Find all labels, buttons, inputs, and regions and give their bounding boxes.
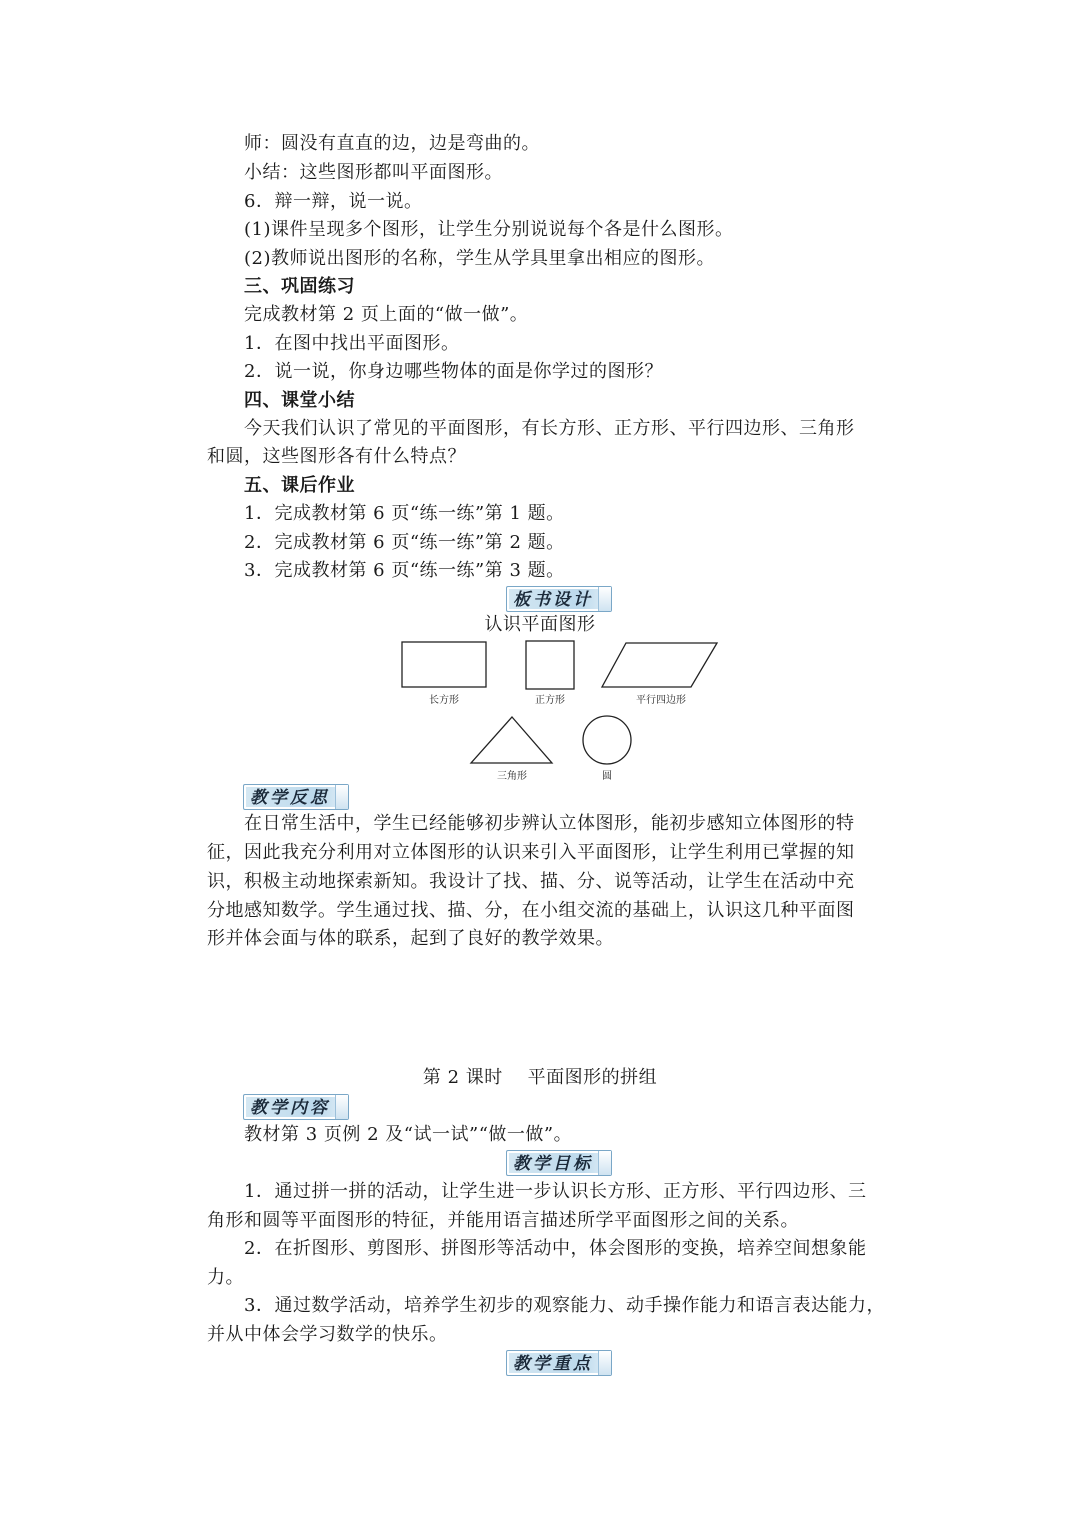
text-line: 教材第 3 页例 2 及“试一试”“做一做”。 (244, 1124, 573, 1145)
banner-cap (335, 1095, 348, 1119)
text-line: 1．通过拼一拼的活动，让学生进一步认识长方形、正方形、平行四边形、三 (244, 1181, 867, 1202)
banner-cap (598, 587, 611, 611)
text-line: 小结：这些图形都叫平面图形。 (244, 162, 503, 183)
square-shape (526, 641, 574, 689)
triangle-label: 三角形 (497, 771, 527, 782)
text-line: 在日常生活中，学生已经能够初步辨认立体图形，能初步感知立体图形的特 (244, 813, 855, 834)
parallelogram-shape (602, 643, 717, 687)
text-line: 分地感知数学。学生通过找、描、分，在小组交流的基础上，认识这几种平面图 (207, 900, 855, 921)
triangle-shape (471, 717, 552, 763)
text-line: (1)课件呈现多个图形，让学生分别说说每个各是什么图形。 (244, 219, 734, 240)
rectangle-shape (402, 642, 486, 687)
text-line: 和圆，这些图形各有什么特点？ (207, 446, 466, 467)
text-line: 角形和圆等平面图形的特征，并能用语言描述所学平面图形之间的关系。 (207, 1210, 799, 1231)
text-line: 征，因此我充分利用对立体图形的认识来引入平面图形，让学生利用已掌握的知 (207, 842, 855, 863)
key-points-banner (506, 1350, 612, 1376)
text-line: 6．辩一辩，说一说。 (244, 191, 423, 212)
text-line: 师：圆没有直直的边，边是弯曲的。 (244, 133, 540, 154)
text-line: 并从中体会学习数学的快乐。 (207, 1324, 448, 1345)
text-line: 2．说一说，你身边哪些物体的面是你学过的图形？ (244, 361, 663, 382)
board-design-banner (506, 586, 612, 612)
banner-label: 教学重点 (513, 1354, 593, 1374)
square-label: 正方形 (535, 695, 565, 706)
circle-label: 圆 (602, 771, 612, 782)
rectangle-label: 长方形 (429, 695, 459, 706)
parallelogram-label: 平行四边形 (636, 695, 686, 706)
text-line: 1．在图中找出平面图形。 (244, 333, 460, 354)
text-line: 3．通过数学活动，培养学生初步的观察能力、动手操作能力和语言表达能力， (244, 1295, 885, 1316)
banner-cap (335, 785, 348, 809)
text-line: 形并体会面与体的联系，起到了良好的教学效果。 (207, 928, 614, 949)
banner-label: 教学内容 (250, 1098, 330, 1118)
shapes-figure (380, 636, 740, 786)
text-line: 识，积极主动地探索新知。我设计了找、描、分、说等活动，让学生在活动中充 (207, 871, 855, 892)
section-heading: 三、巩固练习 (244, 276, 355, 297)
text-line: 2．在折图形、剪图形、拼图形等活动中，体会图形的变换，培养空间想象能 (244, 1238, 867, 1259)
board-title: 认识平面图形 (484, 614, 596, 635)
section-heading: 四、课堂小结 (244, 390, 355, 411)
text-line: 力。 (207, 1267, 244, 1288)
section-heading: 五、课后作业 (244, 475, 355, 496)
text-line: 3．完成教材第 6 页“练一练”第 3 题。 (244, 560, 565, 581)
text-line: 1．完成教材第 6 页“练一练”第 1 题。 (244, 503, 565, 524)
text-line: 完成教材第 2 页上面的“做一做”。 (244, 304, 529, 325)
banner-cap (598, 1151, 611, 1175)
text-line: 今天我们认识了常见的平面图形，有长方形、正方形、平行四边形、三角形 (244, 418, 855, 439)
content-banner (243, 1094, 349, 1120)
banner-label: 教学反思 (250, 788, 330, 808)
goals-banner (506, 1150, 612, 1176)
text-line: 2．完成教材第 6 页“练一练”第 2 题。 (244, 532, 565, 553)
banner-label: 教学目标 (513, 1154, 593, 1174)
reflection-banner (243, 784, 349, 810)
banner-cap (598, 1351, 611, 1375)
circle-shape (583, 716, 631, 764)
banner-label: 板书设计 (513, 590, 593, 610)
lesson-title: 第 2 课时 平面图形的拼组 (422, 1067, 658, 1088)
text-line: (2)教师说出图形的名称，学生从学具里拿出相应的图形。 (244, 248, 715, 269)
